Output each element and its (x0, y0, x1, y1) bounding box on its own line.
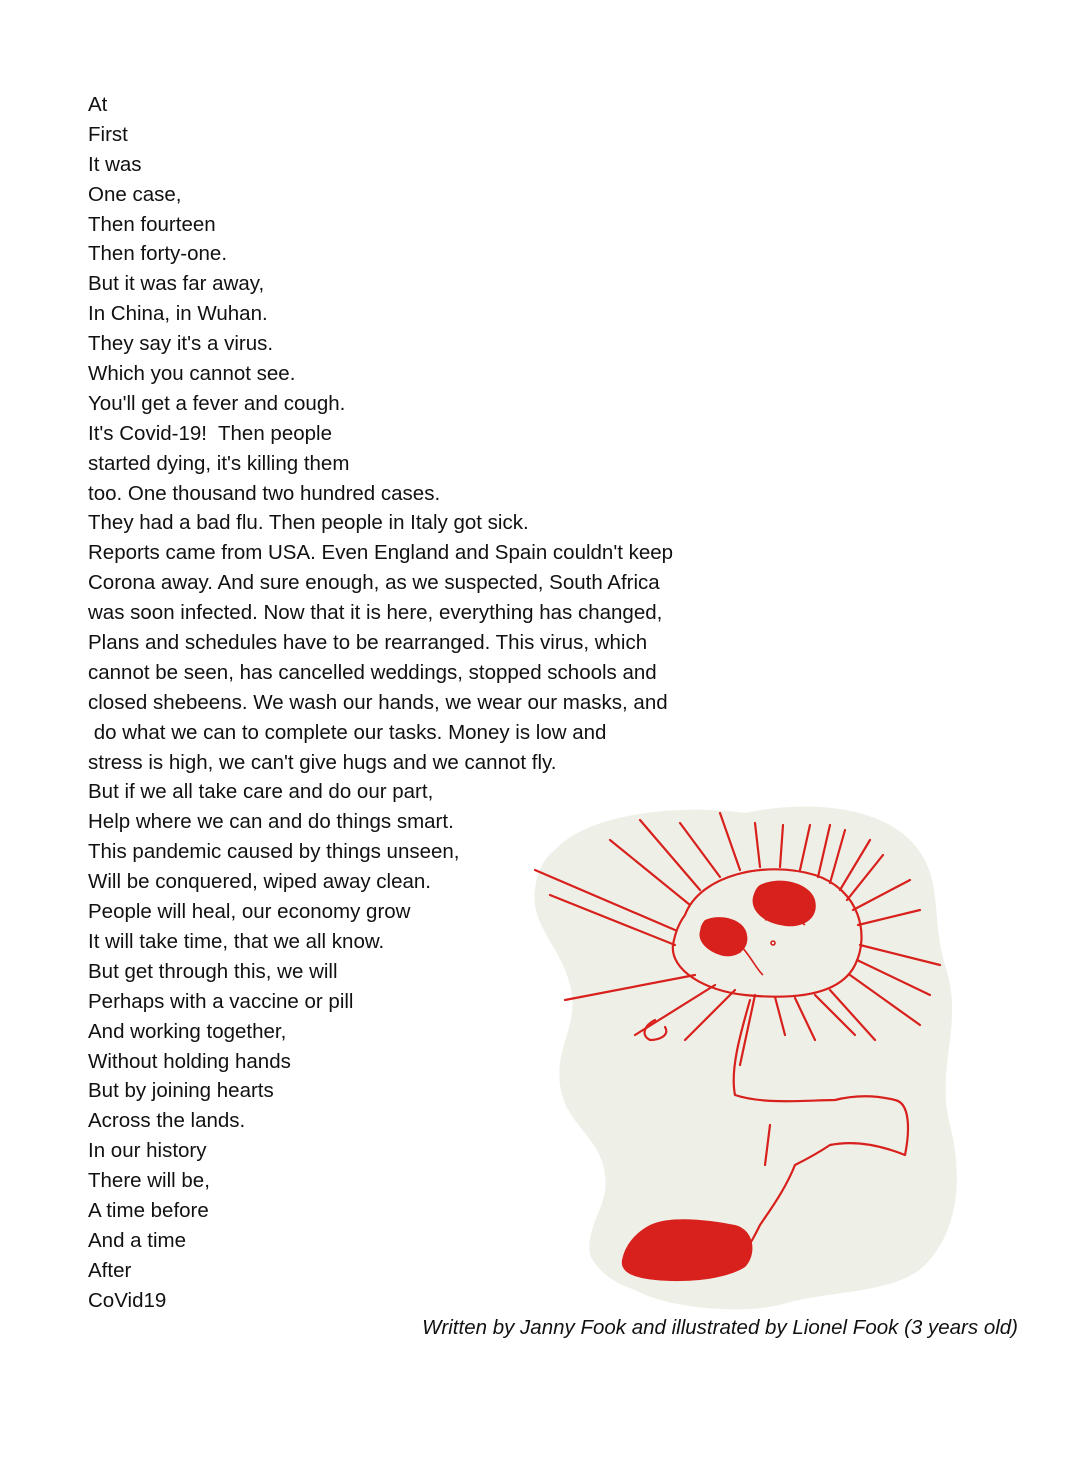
poem-line: Which you cannot see. (88, 362, 296, 386)
poem-line: After (88, 1258, 132, 1282)
poem-line: But by joining hearts (88, 1079, 274, 1103)
poem-line: This pandemic caused by things unseen, (88, 840, 460, 864)
poem-line: It's Covid-19! Then people (88, 421, 332, 445)
poem-line: started dying, it's killing them (88, 451, 350, 475)
poem-line: Without holding hands (88, 1049, 291, 1073)
poem-line: Perhaps with a vaccine or pill (88, 989, 354, 1013)
poem-line: CoVid19 (88, 1288, 167, 1312)
poem-line: A time before (88, 1198, 209, 1222)
poem-line: do what we can to complete our tasks. Money is low and (88, 720, 607, 744)
poem-line: was soon infected. Now that it is here, everything has changed, (88, 601, 663, 625)
poem-line: It will take time, that we all know. (88, 929, 385, 953)
poem-line: But it was far away, (88, 272, 265, 296)
poem-line: You'll get a fever and cough. (88, 391, 346, 415)
poem-line: closed shebeens. We wash our hands, we wear our masks, and (88, 690, 668, 714)
poem-line: Help where we can and do things smart. (88, 810, 454, 834)
poem-line: At (88, 93, 108, 116)
poem-line: Then fourteen (88, 212, 216, 236)
poem-line: Reports came from USA. Even England and Spain couldn't keep (88, 541, 674, 565)
poem-line: Corona away. And sure enough, as we suspected, South Africa (88, 571, 660, 595)
poem-line: One case, (88, 182, 182, 206)
poem-line: They had a bad flu. Then people in Italy got sick. (88, 511, 529, 535)
poem-line: And a time (88, 1228, 186, 1252)
poem-line: In our history (88, 1139, 207, 1163)
poem-line: And working together, (88, 1019, 287, 1043)
poem-line: It was (88, 152, 142, 176)
poem-line: Plans and schedules have to be rearranged. This virus, which (88, 631, 648, 655)
poem-line: But if we all take care and do our part, (88, 780, 434, 804)
caption: Written by Janny Fook and illustrated by Lionel Fook (3 years old) (422, 1316, 1018, 1339)
poem-line: Across the lands. (88, 1109, 246, 1133)
poem-line: People will heal, our economy grow (88, 900, 411, 924)
poem-line: There will be, (88, 1169, 210, 1193)
poem-line: Will be conquered, wiped away clean. (88, 870, 431, 894)
poem-line: stress is high, we can't give hugs and we cannot fly. (88, 750, 557, 774)
poem-line: But get through this, we will (88, 959, 338, 983)
poem-line: They say it's a virus. (88, 332, 274, 356)
child-drawing-illustration (525, 795, 965, 1315)
poem-line: cannot be seen, has cancelled weddings, stopped schools and (88, 660, 657, 684)
poem-line: First (88, 122, 128, 146)
poem-line: Then forty-one. (88, 242, 228, 266)
poem-line: too. One thousand two hundred cases. (88, 481, 441, 505)
poem-line: In China, in Wuhan. (88, 302, 268, 326)
